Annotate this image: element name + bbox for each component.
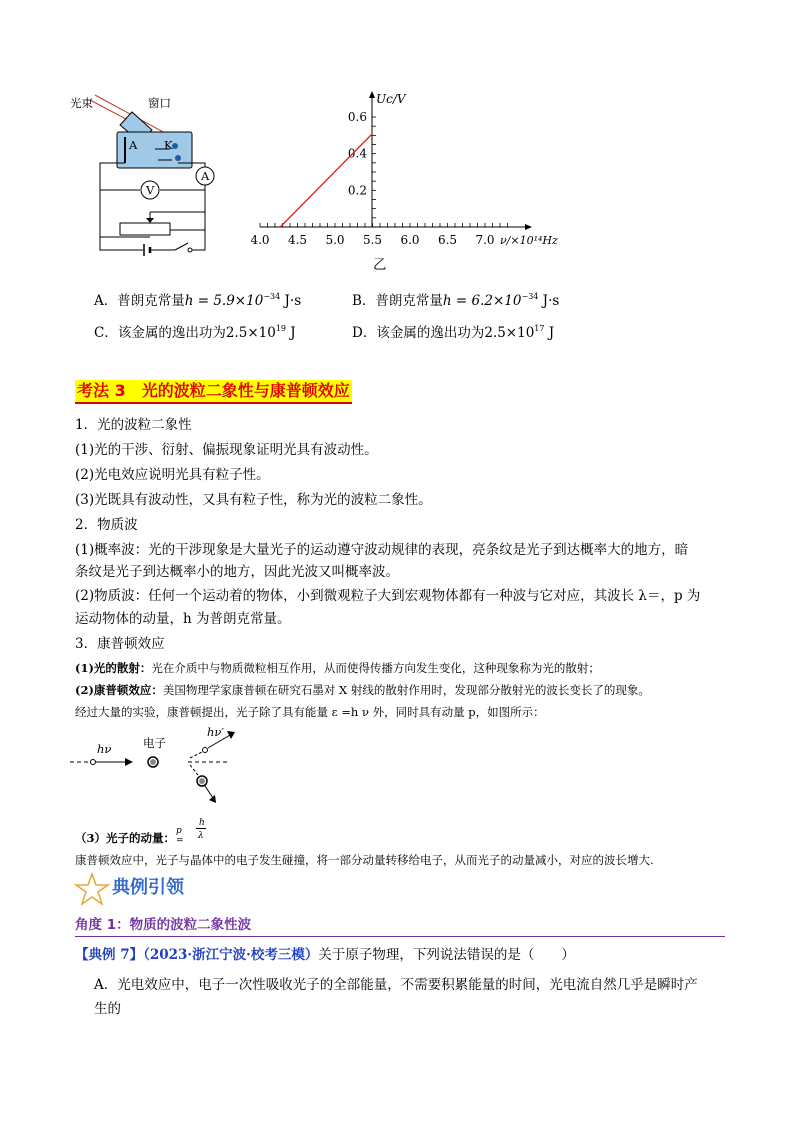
section-p10: 3．康普顿效应 [75,636,165,652]
y-tick-label: 0.2 [347,183,367,198]
ammeter-label: A [201,169,210,183]
x-tick-label: 5.5 [362,233,383,247]
anode-label: A [129,138,138,152]
section-title: 考法 3 光的波粒二象性与康普顿效应 [75,380,352,404]
series-line [280,134,372,228]
x-tick-label: 5.0 [325,233,345,247]
x-tick-label: 4.0 [250,233,270,247]
voltmeter-label: V [146,183,155,197]
window-label: 窗口 [148,96,171,110]
section-p12: (2)康普顿效应：美国物理学家康普顿在研究石墨对 X 射线的散射作用时，发现部分散射光的波长变长了的现象。 [75,683,650,697]
option-b[interactable]: B．普朗克常量$h = 6.2\times 10^{-34}$ J·s [352,292,560,309]
example-7-option-a-line1[interactable]: A．光电效应中，电子一次性吸收光子的全部能量，不需要积累能量的时间，光电流自然几乎是瞬时产 [94,977,698,993]
compton-hv-prime-label: hν′ [207,725,225,739]
section-p1: 1．光的波粒二象性 [75,417,192,433]
section-p11: (1)光的散射：光在介质中与物质微粒相互作用，从而使得传播方向发生变化，这种现象称为光的散射； [75,661,600,675]
y-axis-label: Uc/V [376,92,406,106]
example-7-question: 【典例 7】（2023·浙江宁波·校考三模）关于原子物理，下列说法错误的是（ ） [75,947,575,963]
y-tick-label: 0.4 [347,146,367,161]
section-p6: (1)概率波：光的干涉现象是大量光子的运动遵守波动规律的表现，亮条纹是光子到达概率大的地方，暗 [75,542,689,558]
section-p15: 康普顿效应中，光子与晶体中的电子发生碰撞，将一部分动量转移给电子，从而光子的动量减小，对应的波长增大. [75,853,654,867]
x-tick-label: 7.0 [475,233,495,247]
example-7-option-a-line2[interactable]: 生的 [94,1001,121,1017]
beam-label: 光束 [70,96,93,110]
option-d[interactable]: D．该金属的逸出功为$2.5\times 10^{17}$ J [352,324,555,341]
x-tick-label: 6.0 [400,233,420,247]
phototube-circuit-diagram [70,90,220,270]
section-p3: (2)光电效应说明光具有粒子性。 [75,467,270,483]
cathode-label: K [164,138,173,152]
compton-scattering-diagram [70,720,290,820]
x-tick-label: 4.5 [287,233,308,247]
option-a[interactable]: A．普朗克常量$h = 5.9\times 10^{-34}$ J·s [94,292,302,309]
y-tick-label: 0.6 [347,110,367,124]
y-axis-arrow [369,91,375,98]
figure-yi-caption: 乙 [373,257,387,273]
x-axis-label: ν/×10¹⁴Hz [500,234,558,247]
x-tick-label: 6.5 [437,233,458,247]
section-p2: (1)光的干涉、衍射、偏振现象证明光具有波动性。 [75,442,378,458]
section-p8: (2)物质波：任何一个运动着的物体，小到微观粒子大到宏观物体都有一种波与它对应，其波长 λ＝，p 为 [75,588,701,604]
compton-electron-label: 电子 [143,736,166,750]
section-p13: 经过大量的实验，康普顿提出，光子除了具有能量 ε =h ν 外，同时具有动量 p，如图所示： [75,705,545,719]
option-c[interactable]: C．该金属的逸出功为$2.5\times 10^{19}$ J [94,324,296,341]
section-p4: (3)光既具有波动性，又具有粒子性，称为光的波粒二象性。 [75,492,432,508]
section-p9: 运动物体的动量，h 为普朗克常量。 [75,611,291,627]
section-p14: （3）光子的动量： [75,831,176,845]
x-axis-arrow [525,224,532,230]
section-p5: 2．物质波 [75,517,138,533]
compton-hv-label: hν [97,742,112,756]
uc-frequency-chart [250,90,610,265]
angle-title: 角度 1：物质的波粒二象性波 [75,916,725,937]
examples-heading: 典例引领 [112,877,184,898]
section-p7: 条纹是光子到达概率小的地方，因此光波又叫概率波。 [75,564,399,580]
star-icon [74,872,110,906]
